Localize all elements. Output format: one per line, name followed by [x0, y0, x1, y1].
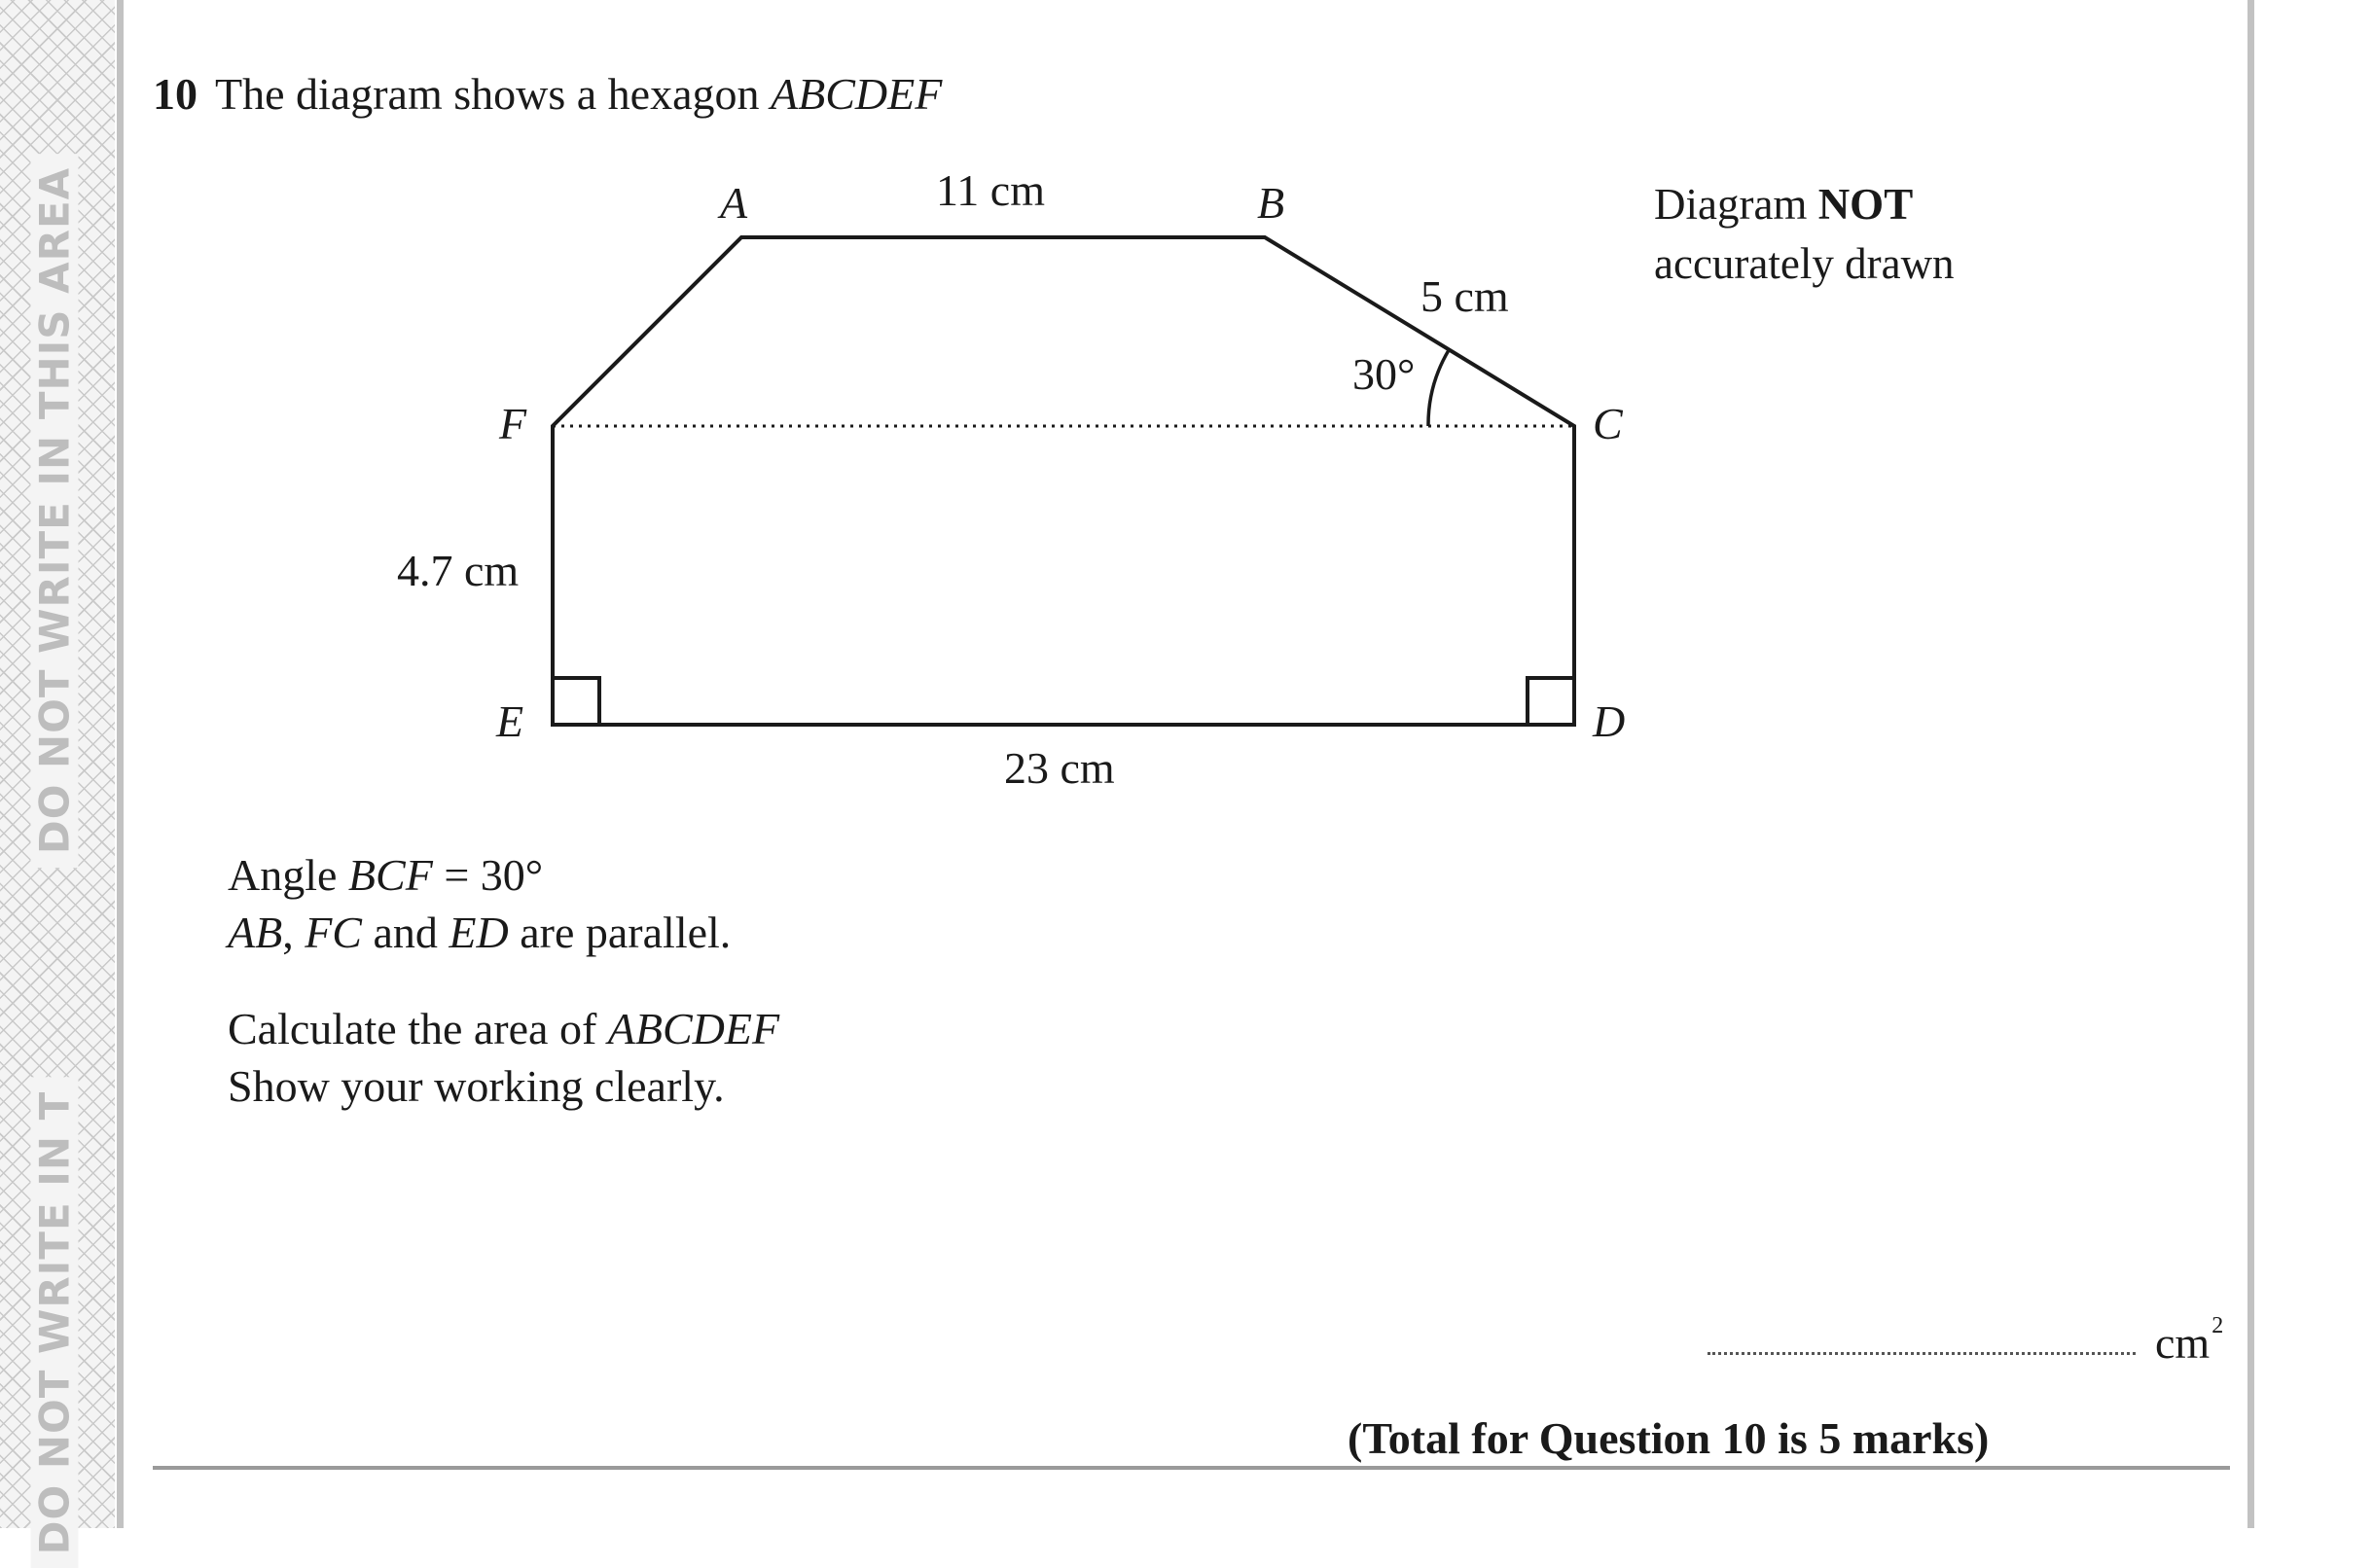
margin-warning-top: DO NOT WRITE IN THIS AREA — [31, 154, 79, 868]
right-angle-d — [1528, 678, 1574, 725]
calc-text: Calculate the area of — [228, 1004, 597, 1053]
angle-name: BCF — [347, 850, 433, 900]
label-fe: 4.7 cm — [397, 546, 520, 595]
par-ed: ED — [449, 908, 509, 957]
par-and: and — [361, 908, 449, 957]
parallel-statement — [228, 904, 731, 961]
right-angle-e — [553, 678, 599, 725]
question-number: 10 — [153, 69, 198, 119]
vertex-d: D — [1593, 696, 1626, 746]
angle-prefix: Angle — [228, 850, 338, 900]
answer-line[interactable] — [1708, 1352, 2136, 1355]
label-ab: 11 cm — [936, 165, 1045, 215]
note-accurately-drawn: accurately drawn — [1654, 239, 1955, 288]
label-ed: 23 cm — [1004, 743, 1115, 793]
note-diagram: Diagram — [1654, 180, 1808, 229]
task-text — [228, 1000, 779, 1115]
angle-statement — [228, 846, 731, 904]
answer-unit — [2155, 1313, 2223, 1369]
label-angle: 30° — [1352, 349, 1416, 399]
vertex-b: B — [1257, 178, 1285, 228]
angle-arc — [1428, 350, 1449, 426]
margin-warning-bottom: DO NOT WRITE IN T — [31, 1078, 79, 1568]
vertex-e: E — [496, 696, 524, 746]
note-not: NOT — [1817, 180, 1914, 229]
vertex-c: C — [1593, 399, 1623, 448]
given-info — [228, 846, 731, 961]
label-bc: 5 cm — [1420, 271, 1509, 321]
total-marks: (Total for Question 10 is 5 marks) — [1348, 1413, 1990, 1463]
vertex-f: F — [499, 399, 527, 448]
par-fc: FC — [305, 908, 362, 957]
calc-instruction — [228, 1000, 779, 1057]
par-end: are parallel. — [508, 908, 732, 957]
par-sep: , — [282, 908, 306, 957]
question-divider — [153, 1466, 2230, 1470]
unit-text: cm — [2155, 1318, 2211, 1368]
unit-power: 2 — [2211, 1313, 2224, 1338]
vertex-a: A — [720, 178, 748, 228]
show-working: Show your working clearly. — [228, 1061, 725, 1111]
calc-name: ABCDEF — [607, 1004, 780, 1053]
par-ab: AB — [228, 908, 283, 957]
angle-value: = 30° — [432, 850, 544, 900]
question-shape-name: ABCDEF — [771, 69, 943, 119]
question-intro: The diagram shows a hexagon — [215, 69, 760, 119]
